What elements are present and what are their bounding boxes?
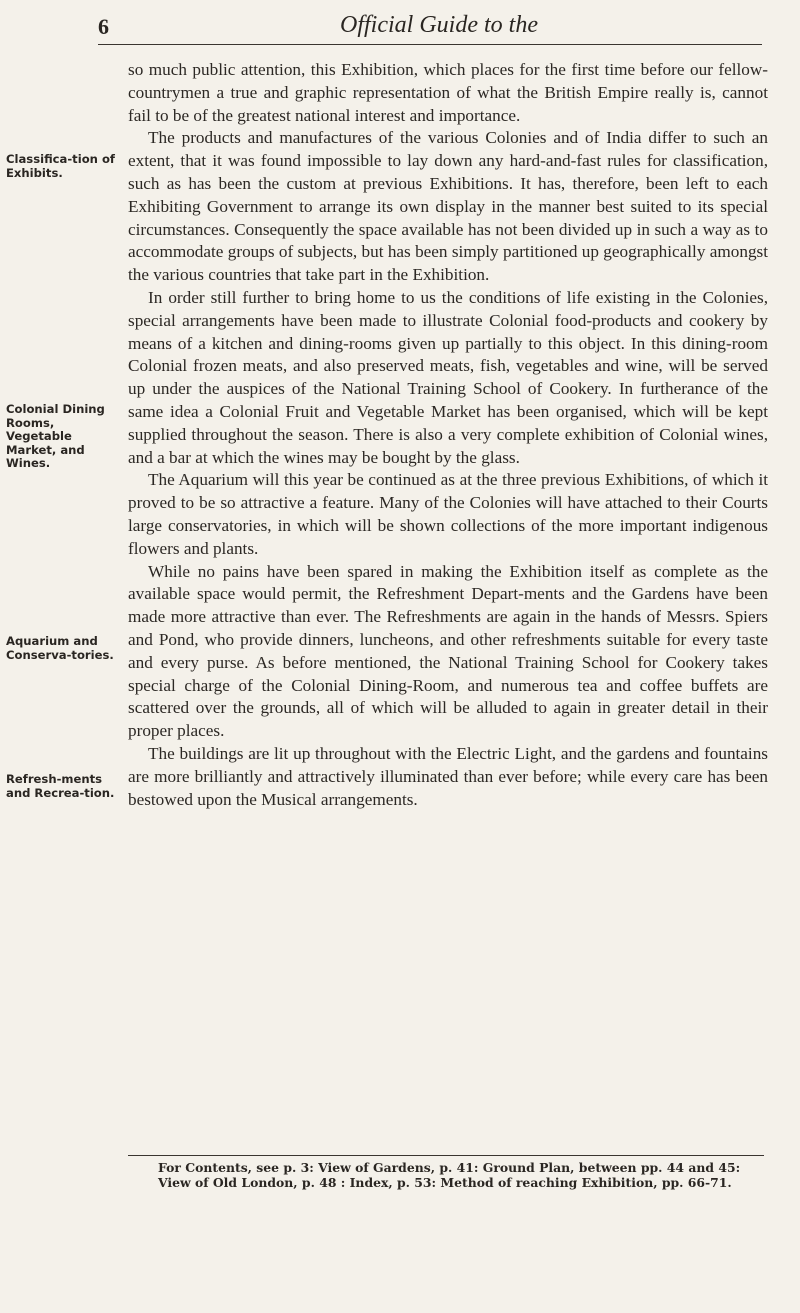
- paragraph: While no pains have been spared in making the Exhibition itself as complete as the available space would permit, the Refreshment Depart-ments and the Gardens have been made more attractive than ever. The Refreshments are again in the hands of Messrs. Spiers and Pond, who provide dinners, luncheons, and other refreshments suitable for every taste and every purse. As before mentioned, the National Training School for Cookery takes special charge of the Colonial Dining-Room, and numerous tea and coffee buffets are scattered over the grounds, all of which will be alluded to again in greater detail in their proper places.: [128, 561, 768, 741]
- paragraph: The products and manufactures of the various Colonies and of India differ to such an extent, that it was found impossible to lay down any hard-and-fast rules for classification, such as has been the custom at previous Exhibitions. It has, therefore, been left to each Exhibiting Government to arrange its own display in the manner best suited to its special circumstances. Consequently the space available has not been divided up in such a way as to accommodate groups of subjects, but has been simply partitioned up geographically amongst the various countries that take part in the Exhibition.: [128, 128, 768, 285]
- sidenote-colonial-dining: Colonial Dining Rooms, Vegetable Market, and Wines.: [6, 402, 105, 471]
- page-header: [0, 0, 800, 50]
- footnote-line: For Contents, see p. 3: View of Gardens, p. 41: Ground Plan, between pp. 44 and 45:: [158, 1160, 741, 1175]
- running-title: Official Guide to the: [340, 12, 538, 38]
- paragraph: The Aquarium will this year be continued as at the three previous Exhibitions, of which it proved to be so attractive a feature. Many of the Colonies will have attached to their Courts large conservatories, in which will be shown collections of the more important indigenous flowers and plants.: [128, 470, 768, 558]
- sidenote-aquarium: Aquarium and Conserva-tories.: [6, 634, 114, 662]
- body-text: [128, 59, 768, 811]
- page-number: 6: [98, 14, 109, 39]
- footnote-rule: [128, 1155, 764, 1156]
- sidenote-classification: Classifica-tion of Exhibits.: [6, 152, 115, 180]
- paragraph: The buildings are lit up throughout with the Electric Light, and the gardens and fountains are more brilliantly and attractively illuminated than ever before; while every care has been bestowed upon the Musical arrangements.: [128, 743, 768, 809]
- header-rule: [98, 44, 762, 45]
- paragraph: In order still further to bring home to us the conditions of life existing in the Colonies, special arrangements have been made to illustrate Colonial food-products and cookery by means of a kitchen and dining-rooms given up partially to this object. In this dining-room Colonial frozen meats, and also preserved meats, fish, vegetables and wine, will be served up under the auspices of the National Training School of Cookery. In furtherance of the same idea a Colonial Fruit and Vegetable Market has been organised, which will be kept supplied throughout the season. There is also a very complete exhibition of Colonial wines, and a bar at which the wines may be bought by the glass.: [128, 287, 768, 467]
- footnote: [158, 1160, 768, 1190]
- paragraph: so much public attention, this Exhibition, which places for the first time before our fellow-countrymen a true and graphic representation of what the British Empire really is, cannot fail to be of the greatest national interest and importance.: [128, 60, 768, 125]
- footnote-line: View of Old London, p. 48 : Index, p. 53: Method of reaching Exhibition, pp. 66-71.: [158, 1175, 732, 1190]
- sidenote-refreshments: Refresh-ments and Recrea-tion.: [6, 772, 115, 800]
